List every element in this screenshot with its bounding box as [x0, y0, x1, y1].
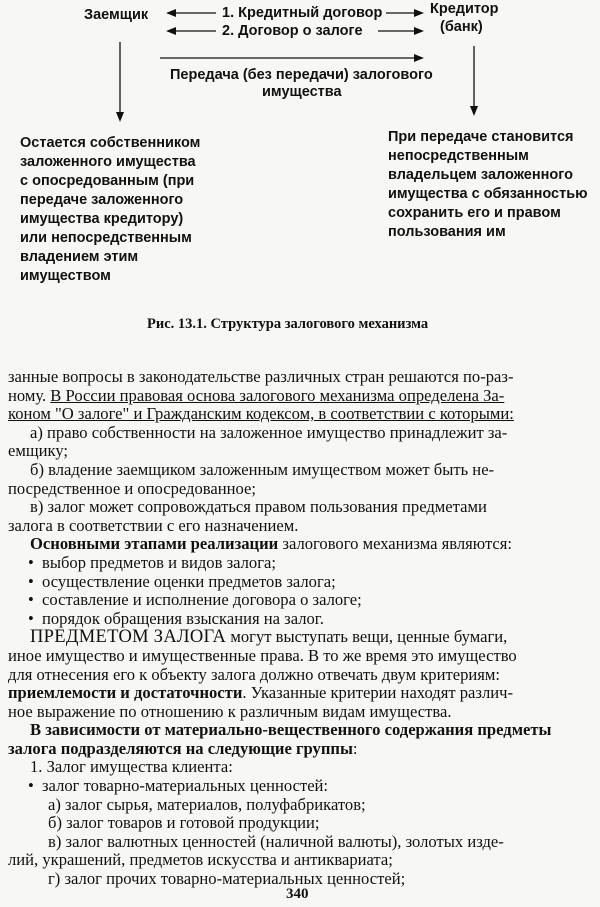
- text-line: для отнесения его к объекту залога должно отвечать двум критериям:: [8, 664, 501, 684]
- credit-contract-label: 1. Кредитный договор: [222, 5, 383, 21]
- text-line: Основными этапами реализации залогового механизма являются:: [30, 534, 513, 554]
- text-line: иное имущество и имущественные права. В то же время это имущество: [8, 645, 517, 665]
- left-box-text: Остается собственником заложенного имущества с опосредованным (при передаче заложенного имущества кредитору) или непосредственным владением этим имуществом: [20, 135, 201, 284]
- text-line: занные вопросы в законодательстве различных стран решаются по-раз-: [8, 367, 514, 386]
- text-line: коном "О залоге" и Гражданским кодексом, в соответствии с которыми:: [8, 404, 514, 424]
- text-line: а) залог сырья, материалов, полуфабрикатов;: [48, 794, 366, 814]
- pledge-contract-label: 2. Договор о залоге: [222, 23, 363, 39]
- text-line: в) залог валютных ценностей (наличной валюты), золотых изде-: [48, 831, 504, 851]
- list-item: • залог товарно-материальных ценностей:: [8, 777, 598, 796]
- creditor-bank-label: (банк): [440, 19, 483, 35]
- right-box-text: При передаче становится непосредственным владельцем заложенного имущества с обязанностью сохранить его и правом пользования им: [388, 129, 588, 240]
- transfer-label: Передача (без передачи) залогового: [170, 67, 433, 83]
- text-line: емщику;: [8, 441, 69, 461]
- list-item: • осуществление оценки предметов залога;: [8, 573, 598, 592]
- page-number: 340: [286, 886, 309, 902]
- text-line: б) владение заемщиком заложенным имуществом может быть не-: [30, 459, 495, 479]
- text-line: б) залог товаров и готовой продукции;: [48, 813, 320, 833]
- text-line: посредственное и опосредованное;: [8, 478, 257, 498]
- text-line: ному. В России правовая основа залогового механизма определена За-: [8, 385, 505, 405]
- transfer-label-2: имущества: [262, 84, 342, 100]
- text-line: а) право собственности на заложенное имущество принадлежит за-: [30, 422, 508, 442]
- figure-caption: Рис. 13.1. Структура залогового механизма: [147, 316, 429, 332]
- text-line: В зависимости от материально-вещественного содержания предметы: [30, 720, 552, 740]
- text-line: приемлемости и достаточности. Указанные критерии находят различ-: [8, 683, 514, 703]
- creditor-label: Кредитор: [430, 1, 499, 17]
- body-text: [8, 368, 598, 889]
- text-line: лий, украшений, предметов искусства и антиквариата;: [8, 850, 393, 870]
- text-line: ПРЕДМЕТОМ ЗАЛОГА могут выступать вещи, ценные бумаги,: [30, 627, 508, 648]
- text-line: залога подразделяются на следующие группы:: [8, 738, 358, 758]
- text-line: залога в соответствии с его назначением.: [8, 515, 299, 535]
- text-line: г) залог прочих товарно-материальных ценностей;: [48, 869, 406, 889]
- text-line: ное выражение по отношению к различным видам имущества.: [8, 701, 452, 721]
- list-item: • выбор предметов и видов залога;: [8, 554, 598, 573]
- borrower-label: Заемщик: [84, 7, 149, 23]
- list-item: • составление и исполнение договора о залоге;: [8, 591, 598, 610]
- list-item: • порядок обращения взыскания на залог.: [8, 610, 598, 629]
- text-line: 1. Залог имущества клиента:: [30, 757, 233, 777]
- text-line: в) залог может сопровождаться правом пользования предметами: [30, 497, 487, 517]
